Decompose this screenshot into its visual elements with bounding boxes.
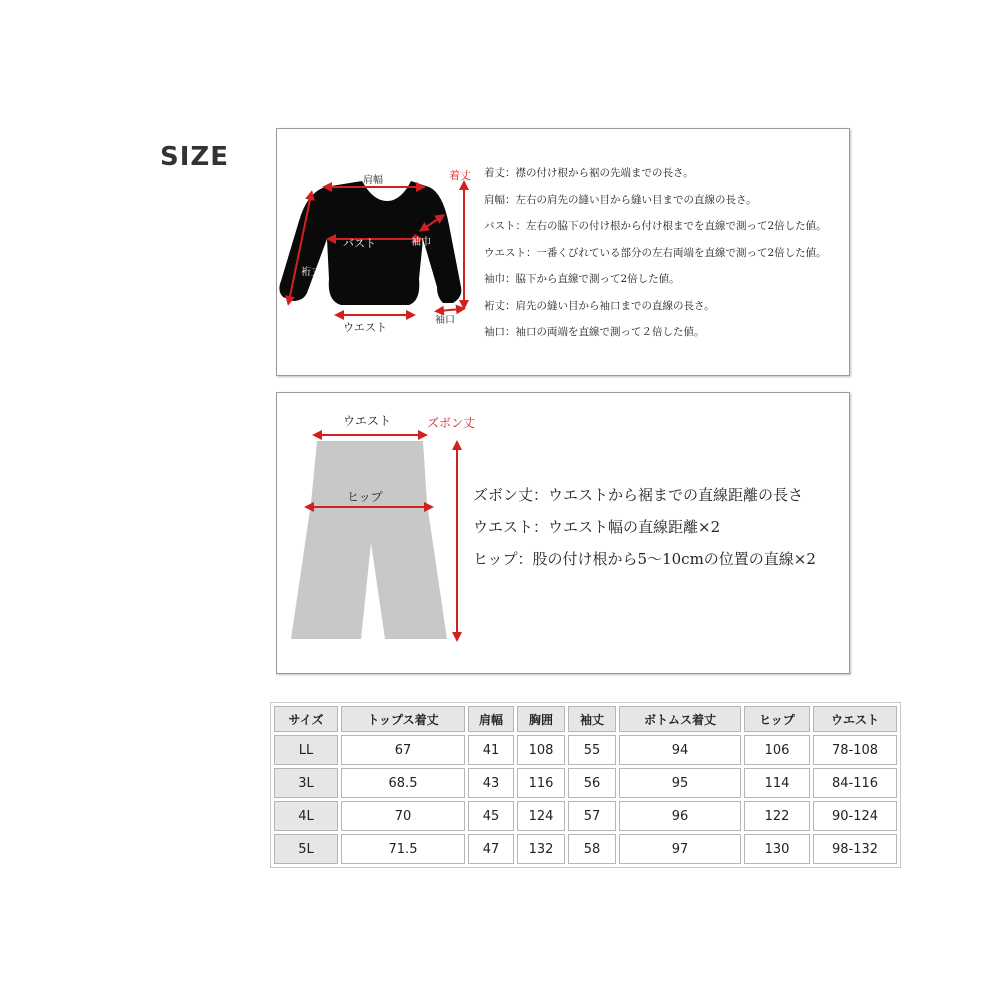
table-cell: 58 — [568, 834, 616, 864]
col-header-hip: ヒップ — [744, 706, 810, 732]
label-pants-waist: ウエスト — [343, 414, 392, 428]
table-row — [274, 801, 897, 831]
label-bust: バスト — [343, 237, 376, 250]
table-cell: 108 — [517, 735, 565, 765]
pants-diagram — [277, 393, 477, 673]
table-cell: 67 — [341, 735, 465, 765]
table-cell: 68.5 — [341, 768, 465, 798]
table-cell: 95 — [619, 768, 741, 798]
label-pants-hip: ヒップ — [347, 490, 383, 504]
tops-desc-item: 肩幅：左右の肩先の縫い目から縫い目までの直線の長さ。 — [484, 193, 757, 206]
table-cell: 124 — [517, 801, 565, 831]
table-cell: 130 — [744, 834, 810, 864]
pants-shape — [291, 441, 447, 639]
col-header-sleeve: 袖丈 — [568, 706, 616, 732]
table-cell: 98-132 — [813, 834, 897, 864]
size-table — [270, 702, 901, 868]
table-cell: 114 — [744, 768, 810, 798]
table-cell: 116 — [517, 768, 565, 798]
tops-desc-item: 袖口：袖口の両端を直線で測って２倍した値。 — [484, 326, 705, 338]
table-cell: 97 — [619, 834, 741, 864]
label-sodeguchi: 袖口 — [435, 315, 455, 326]
tops-diagram — [277, 129, 477, 375]
label-sodehaba: 袖巾 — [411, 237, 431, 248]
col-header-waist: ウエスト — [813, 706, 897, 732]
tops-measurement-panel — [276, 128, 850, 376]
table-cell-size: 4L — [274, 801, 338, 831]
table-cell-size: 5L — [274, 834, 338, 864]
col-header-tops-length: トップス着丈 — [341, 706, 465, 732]
table-cell: 56 — [568, 768, 616, 798]
tops-description-list — [484, 165, 827, 351]
pants-desc-item: ヒップ：股の付け根から5〜10cmの位置の直線×2 — [473, 550, 816, 568]
table-cell: 84-116 — [813, 768, 897, 798]
table-cell: 57 — [568, 801, 616, 831]
table-cell: 41 — [468, 735, 514, 765]
tops-desc-item: ウエスト：一番くびれている部分の左右両端を直線で測って2倍した値。 — [484, 246, 827, 259]
table-cell: 78-108 — [813, 735, 897, 765]
table-cell: 132 — [517, 834, 565, 864]
label-kitake: 着丈 — [449, 169, 471, 182]
table-row — [274, 834, 897, 864]
col-header-chest: 胸囲 — [517, 706, 565, 732]
table-row — [274, 768, 897, 798]
pants-measurement-panel — [276, 392, 850, 674]
tops-desc-item: バスト：左右の脇下の付け根から付け根までを直線で測って2倍した値。 — [484, 220, 827, 232]
table-cell: 96 — [619, 801, 741, 831]
table-cell: 94 — [619, 735, 741, 765]
label-katahaba: 肩幅 — [363, 175, 383, 186]
table-cell: 106 — [744, 735, 810, 765]
col-header-size: サイズ — [274, 706, 338, 732]
table-row — [274, 735, 897, 765]
table-cell: 90-124 — [813, 801, 897, 831]
table-cell: 47 — [468, 834, 514, 864]
col-header-bottoms-length: ボトムス着丈 — [619, 706, 741, 732]
table-cell: 45 — [468, 801, 514, 831]
label-yukitake: 裄丈 — [301, 267, 321, 278]
table-cell: 43 — [468, 768, 514, 798]
pants-description-list — [473, 485, 816, 581]
table-cell: 55 — [568, 735, 616, 765]
page-title: SIZE — [160, 142, 230, 172]
col-header-shoulder: 肩幅 — [468, 706, 514, 732]
pants-desc-item: ズボン丈：ウエストから裾までの直線距離の長さ — [473, 486, 804, 504]
tops-desc-item: 裄丈：肩先の縫い目から袖口までの直線の長さ。 — [484, 299, 715, 312]
table-cell: 71.5 — [341, 834, 465, 864]
label-pants-length: ズボン丈 — [427, 416, 476, 430]
label-waist: ウエスト — [343, 321, 387, 334]
table-cell-size: LL — [274, 735, 338, 765]
pants-desc-item: ウエスト：ウエスト幅の直線距離×2 — [473, 518, 721, 536]
table-header-row — [274, 706, 897, 732]
table-cell-size: 3L — [274, 768, 338, 798]
tops-desc-item: 着丈：襟の付け根から裾の先端までの長さ。 — [484, 167, 694, 179]
table-cell: 70 — [341, 801, 465, 831]
table-cell: 122 — [744, 801, 810, 831]
tops-desc-item: 袖巾：脇下から直線で測って2倍した値。 — [484, 273, 680, 285]
